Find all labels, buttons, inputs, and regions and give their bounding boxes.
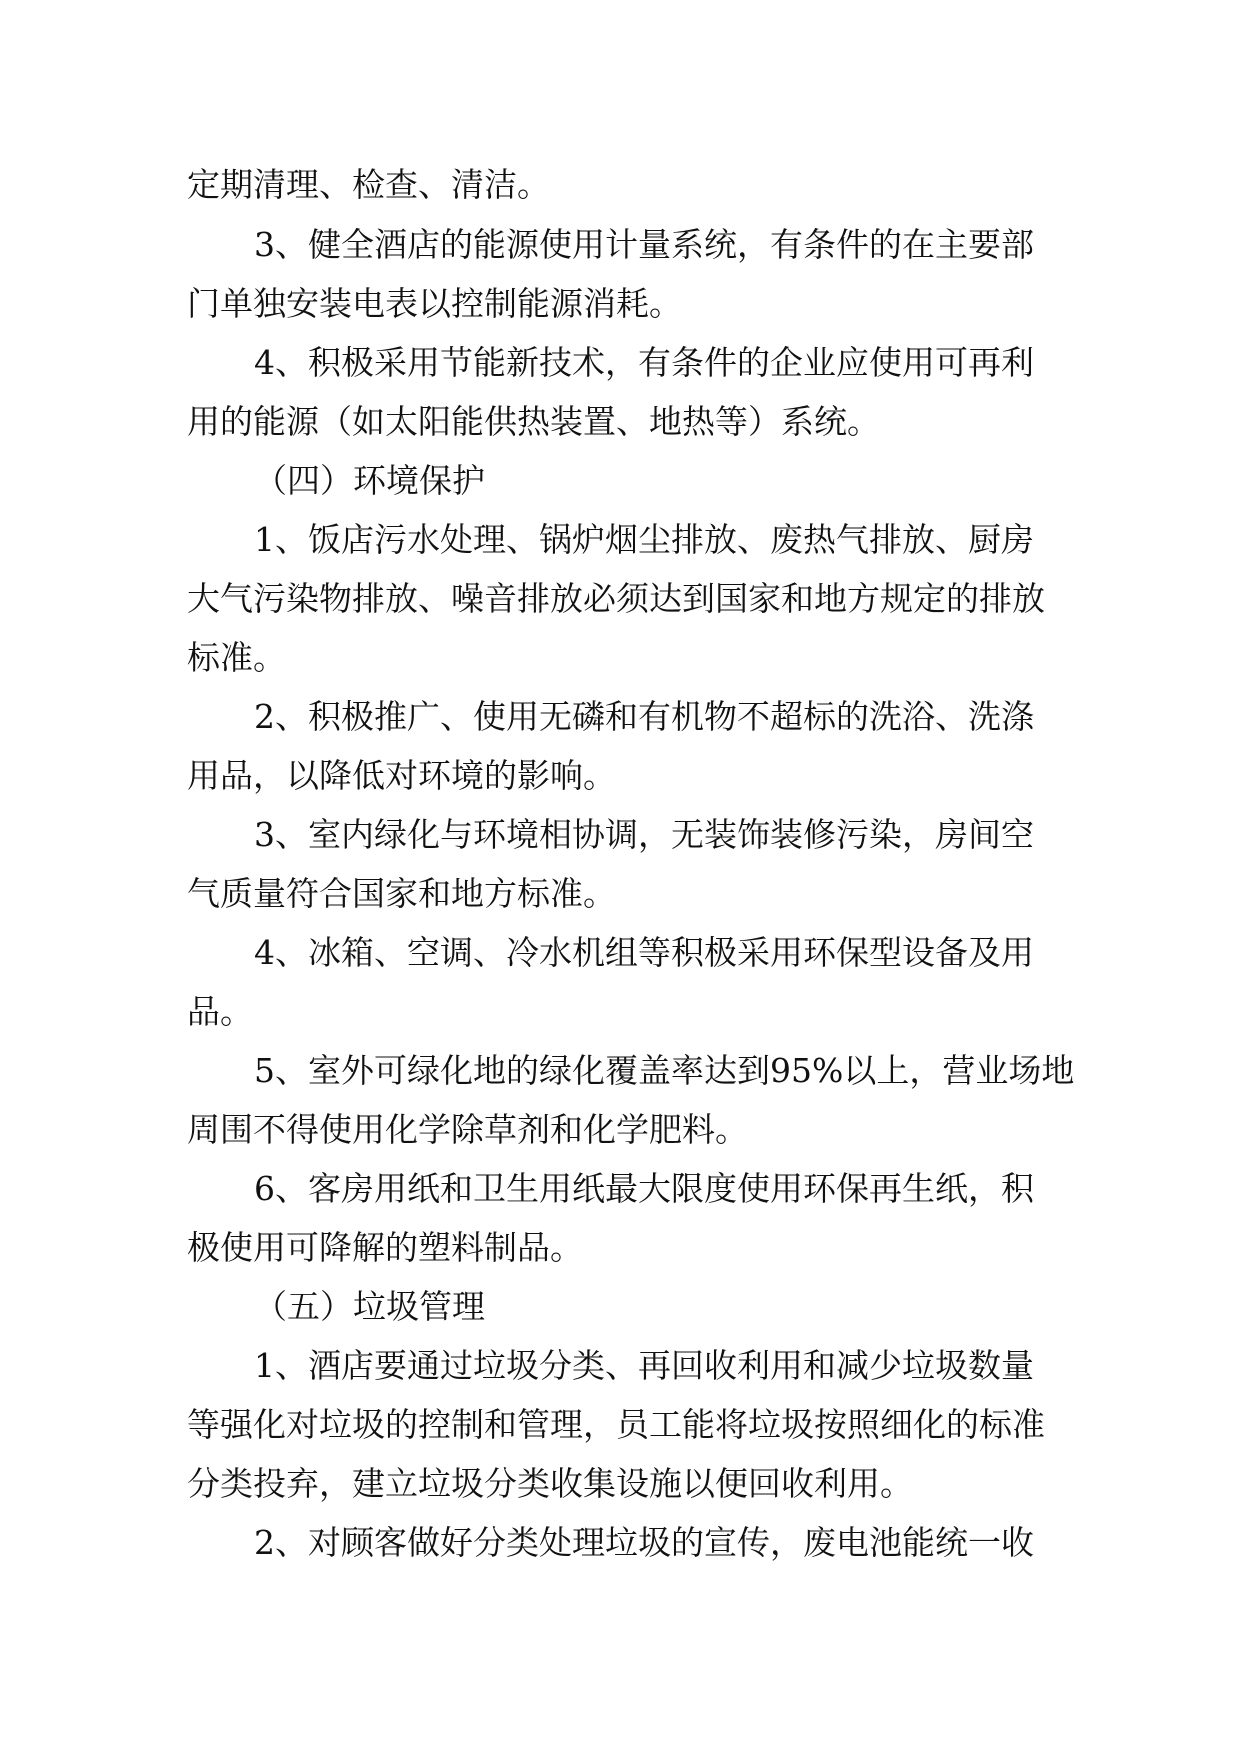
line-text: 极使用可降解的塑料制品。 bbox=[187, 1228, 583, 1267]
line-text: 用品，以降低对环境的影响。 bbox=[187, 756, 616, 795]
line-text: 标准。 bbox=[187, 638, 286, 677]
line-text: 3、室内绿化与环境相协调，无装饰装修污染，房间空 bbox=[254, 815, 1034, 854]
line-text: 1、酒店要通过垃圾分类、再回收利用和减少垃圾数量 bbox=[254, 1346, 1034, 1385]
line-text: 2、对顾客做好分类处理垃圾的宣传，废电池能统一收 bbox=[254, 1523, 1034, 1562]
text-line bbox=[0, 1160, 1241, 1218]
text-line bbox=[0, 688, 1241, 746]
section-heading bbox=[0, 1278, 1241, 1336]
text-line bbox=[0, 629, 1241, 687]
line-text: 门单独安装电表以控制能源消耗。 bbox=[187, 284, 682, 323]
text-line bbox=[0, 570, 1241, 628]
line-text: 周围不得使用化学除草剂和化学肥料。 bbox=[187, 1110, 748, 1149]
text-line bbox=[0, 747, 1241, 805]
line-text: 5、室外可绿化地的绿化覆盖率达到95%以上，营业场地 bbox=[254, 1051, 1075, 1090]
text-line bbox=[0, 806, 1241, 864]
line-text: 2、积极推广、使用无磷和有机物不超标的洗浴、洗涤 bbox=[254, 697, 1034, 736]
text-line bbox=[0, 275, 1241, 333]
text-line bbox=[0, 1219, 1241, 1277]
text-line bbox=[0, 511, 1241, 569]
line-text: 分类投弃，建立垃圾分类收集设施以便回收利用。 bbox=[187, 1464, 913, 1503]
text-line bbox=[0, 334, 1241, 392]
line-text: 品。 bbox=[187, 992, 253, 1031]
text-line bbox=[0, 1514, 1241, 1572]
line-text: 1、饭店污水处理、锅炉烟尘排放、废热气排放、厨房 bbox=[254, 520, 1034, 559]
text-line bbox=[0, 1455, 1241, 1513]
section-heading bbox=[0, 452, 1241, 510]
text-line bbox=[0, 924, 1241, 982]
text-line bbox=[0, 1396, 1241, 1454]
line-text: 4、积极采用节能新技术，有条件的企业应使用可再利 bbox=[254, 343, 1034, 382]
text-line bbox=[0, 1101, 1241, 1159]
text-line bbox=[0, 865, 1241, 923]
heading-text: （四）环境保护 bbox=[254, 461, 485, 500]
line-text: 等强化对垃圾的控制和管理，员工能将垃圾按照细化的标准 bbox=[187, 1405, 1045, 1444]
line-text: 气质量符合国家和地方标准。 bbox=[187, 874, 616, 913]
line-text: 用的能源（如太阳能供热装置、地热等）系统。 bbox=[187, 402, 880, 441]
line-text: 6、客房用纸和卫生用纸最大限度使用环保再生纸，积 bbox=[254, 1169, 1034, 1208]
text-line bbox=[0, 1337, 1241, 1395]
line-text: 大气污染物排放、噪音排放必须达到国家和地方规定的排放 bbox=[187, 579, 1045, 618]
text-line bbox=[0, 983, 1241, 1041]
text-line bbox=[0, 1042, 1241, 1100]
text-line bbox=[0, 216, 1241, 274]
heading-text: （五）垃圾管理 bbox=[254, 1287, 485, 1326]
line-text: 定期清理、检查、清洁。 bbox=[187, 165, 550, 204]
text-line bbox=[0, 393, 1241, 451]
line-text: 4、冰箱、空调、冷水机组等积极采用环保型设备及用 bbox=[254, 933, 1034, 972]
text-line bbox=[0, 156, 1241, 214]
line-text: 3、健全酒店的能源使用计量系统，有条件的在主要部 bbox=[254, 225, 1034, 264]
